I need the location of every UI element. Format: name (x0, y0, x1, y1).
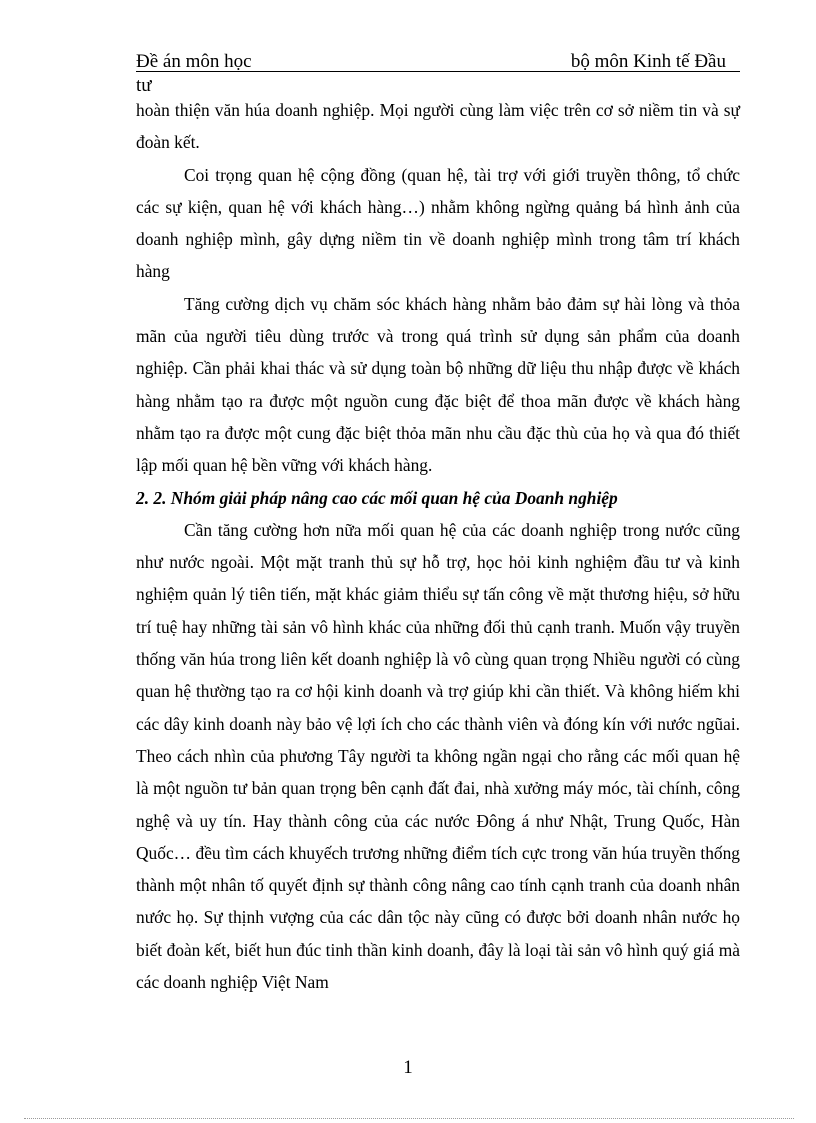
paragraph-customer-care: Tăng cường dịch vụ chăm sóc khách hàng nhằm bảo đảm sự hài lòng và thỏa mãn của người tiêu dùng trước và trong quá trình sử dụng sản phẩm của doanh nghiệp. Cần phải khai thác và sử dụng toàn bộ những dữ liệu thu nhập được về khách hàng nhằm tạo ra được một nguồn cung đặc biệt để thoa mãn được về khách hàng nhằm tạo ra được một cung đặc biệt thỏa mãn nhu cầu đặc thù của họ và qua đó thiết lập mối quan hệ bền vững với khách hàng. (136, 293, 740, 476)
paragraph-continuation: hoàn thiện văn húa doanh nghiệp. Mọi người cùng làm việc trên cơ sở niềm tin và sự đoàn kết. (136, 100, 740, 153)
section-heading: 2. 2. Nhóm giải pháp nâng cao các mối quan hệ của Doanh nghiệp (136, 487, 618, 508)
header-course-title: Đề án môn học (136, 51, 252, 72)
page-bottom-divider (24, 1118, 794, 1119)
paragraph-business-relations: Cần tăng cường hơn nữa mối quan hệ của các doanh nghiệp trong nước cũng như nước ngoài. Một mặt tranh thủ sự hỗ trợ, học hỏi kinh nghiệm đầu tư và kinh nghiệm quản lý tiên tiến, mặt khác giảm thiểu sự tấn công về mặt thương hiệu, sở hữu trí tuệ hay những tài sản vô hình khác của những đối thủ cạnh tranh. Muốn vậy truyền thống văn húa trong liên kết doanh nghiệp là vô cùng quan trọng Nhiều người có cùng quan hệ thường tạo ra cơ hội kinh doanh và trợ giúp khi cần thiết. Và không hiếm khi các dây kinh doanh này bảo vệ lợi ích cho các thành viên và đóng kín với nước ngũai. Theo cách nhìn của phương Tây người ta không ngần ngại cho rằng các mối quan hệ là một nguồn tư bản quan trọng bên cạnh đất đai, nhà xưởng máy móc, tài chính, công nghệ và uy tín. Hay thành công của các nước Đông á như Nhật, Trung Quốc, Hàn Quốc… đều tìm cách khuyếch trương những điểm tích cực trong văn húa truyền thống thành một nhân tố quyết định sự thành công nâng cao tính cạnh tranh của doanh nhân nước họ. Sự thịnh vượng của các dân tộc này cũng có được bởi doanh nhân nước họ biết đoàn kết, biết hun đúc tinh thần kinh doanh, đây là loại tài sản vô hình quý giá mà các doanh nghiệp Việt Nam (136, 519, 740, 993)
page-number: 1 (403, 1057, 413, 1078)
header-underline (136, 71, 740, 72)
body-text (136, 94, 740, 998)
header-continuation: tư (136, 75, 152, 96)
paragraph-community-relations: Coi trọng quan hệ cộng đồng (quan hệ, tài trợ với giới truyền thông, tổ chức các sự kiện, quan hệ với khách hàng…) nhằm không ngừng quảng bá hình ảnh của doanh nghiệp mình, gây dựng niềm tin về doanh nghiệp mình trong tâm trí khách hàng (136, 164, 740, 282)
header-department: bộ môn Kinh tế Đầu (570, 51, 726, 72)
